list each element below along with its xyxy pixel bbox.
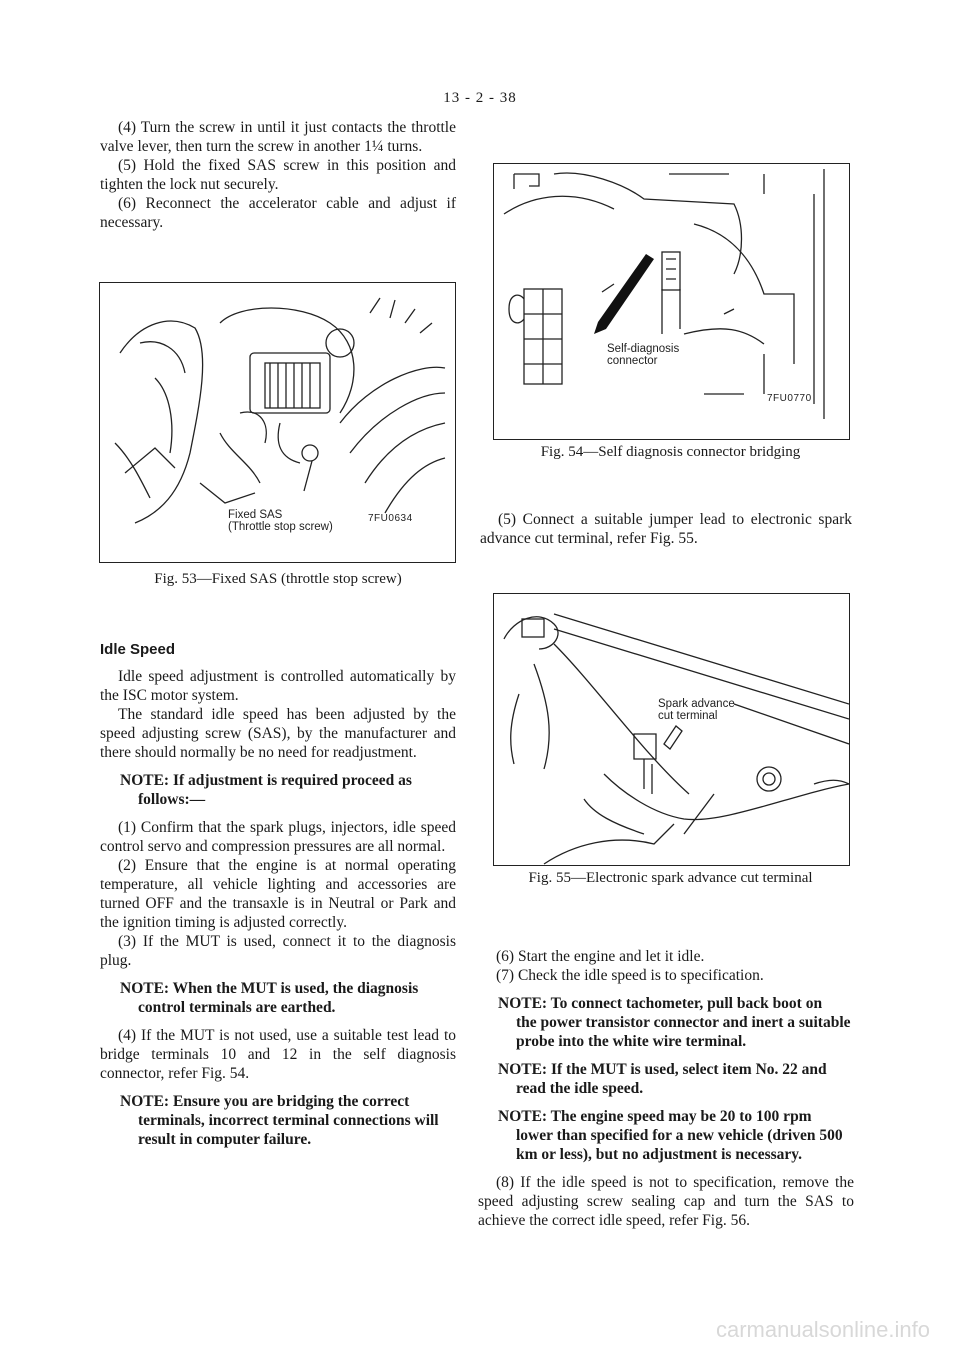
note-engine-speed: NOTE: The engine speed may be 20 to 100 rpm lower than specified for a new vehicle (driven 500 km or less), but no adjustment is necessary. (498, 1108, 843, 1163)
step-8-adjust: (8) If the idle speed is not to specification, remove the speed adjusting screw sealing cap and turn the SAS to achieve the correct idle speed, refer Fig. 56. (478, 1174, 854, 1229)
note-bridging: NOTE: Ensure you are bridging the correct terminals, incorrect terminal connections will result in computer failure. (120, 1093, 439, 1148)
right-column-step5 (480, 510, 852, 548)
right-column-body (478, 947, 854, 1230)
spark-advance-illustration (494, 594, 849, 865)
section-heading-idle-speed: Idle Speed (100, 641, 176, 658)
step-4-test-lead: (4) If the MUT is not used, use a suitable test lead to bridge terminals 10 and 12 in the self diagnosis connector, refer Fig. 54. (100, 1027, 456, 1082)
figure-55-label: Spark advance cut terminal (658, 698, 735, 722)
watermark: carmanualsonline.info (715, 1317, 930, 1342)
step-2-ensure: (2) Ensure that the engine is at normal operating temperature, all vehicle lighting and accessories are turned OFF and the transaxle is in Neutral or Park and the ignition timing is adjusted correctly. (100, 857, 456, 931)
step-5-jumper: (5) Connect a suitable jumper lead to electronic spark advance cut terminal, refer Fig. 55. (480, 511, 852, 547)
figure-53-label: Fixed SAS (Throttle stop screw) (228, 509, 333, 533)
page-number: 13 - 2 - 38 (443, 90, 517, 106)
step-7-check: (7) Check the idle speed is to specification. (496, 967, 764, 984)
figure-55 (493, 593, 850, 866)
figure-54-label: Self-diagnosis connector (607, 343, 680, 367)
step-6-reconnect: (6) Reconnect the accelerator cable and adjust if necessary. (100, 195, 456, 231)
figure-53-code: 7FU0634 (368, 513, 413, 524)
note-mut-earthed: NOTE: When the MUT is used, the diagnosis control terminals are earthed. (120, 980, 419, 1016)
step-5-hold-screw: (5) Hold the fixed SAS screw in this position and tighten the lock nut securely. (100, 157, 456, 193)
figure-54 (493, 163, 850, 440)
left-column-body (100, 640, 456, 1149)
step-6-start: (6) Start the engine and let it idle. (496, 948, 705, 965)
left-column-intro (100, 118, 456, 232)
figure-54-caption: Fig. 54—Self diagnosis connector bridging (540, 444, 801, 460)
figure-53-caption: Fig. 53—Fixed SAS (throttle stop screw) (154, 571, 402, 587)
step-3-mut: (3) If the MUT is used, connect it to the diagnosis plug. (100, 933, 456, 969)
note-adjustment-required: NOTE: If adjustment is required proceed as follows:— (120, 772, 412, 808)
step-1-confirm: (1) Confirm that the spark plugs, injectors, idle speed control servo and compression pressures are all normal. (100, 819, 456, 855)
note-mut-item-22: NOTE: If the MUT is used, select item No. 22 and read the idle speed. (498, 1061, 827, 1097)
pointer-arrow-icon (594, 254, 654, 334)
figure-55-caption: Fig. 55—Electronic spark advance cut terminal (528, 870, 813, 886)
idle-intro-2: The standard idle speed has been adjusted by the speed adjusting screw (SAS), by the manufacturer and there should normally be no need for readjustment. (100, 706, 456, 761)
idle-intro-1: Idle speed adjustment is controlled automatically by the ISC motor system. (100, 668, 456, 704)
figure-53 (99, 282, 456, 563)
figure-54-code: 7FU0770 (767, 393, 812, 404)
note-tachometer: NOTE: To connect tachometer, pull back boot on the power transistor connector and inert a suitable probe into the white wire terminal. (498, 995, 851, 1050)
step-4-throttle: (4) Turn the screw in until it just contacts the throttle valve lever, then turn the screw in another 1¼ turns. (100, 119, 456, 155)
